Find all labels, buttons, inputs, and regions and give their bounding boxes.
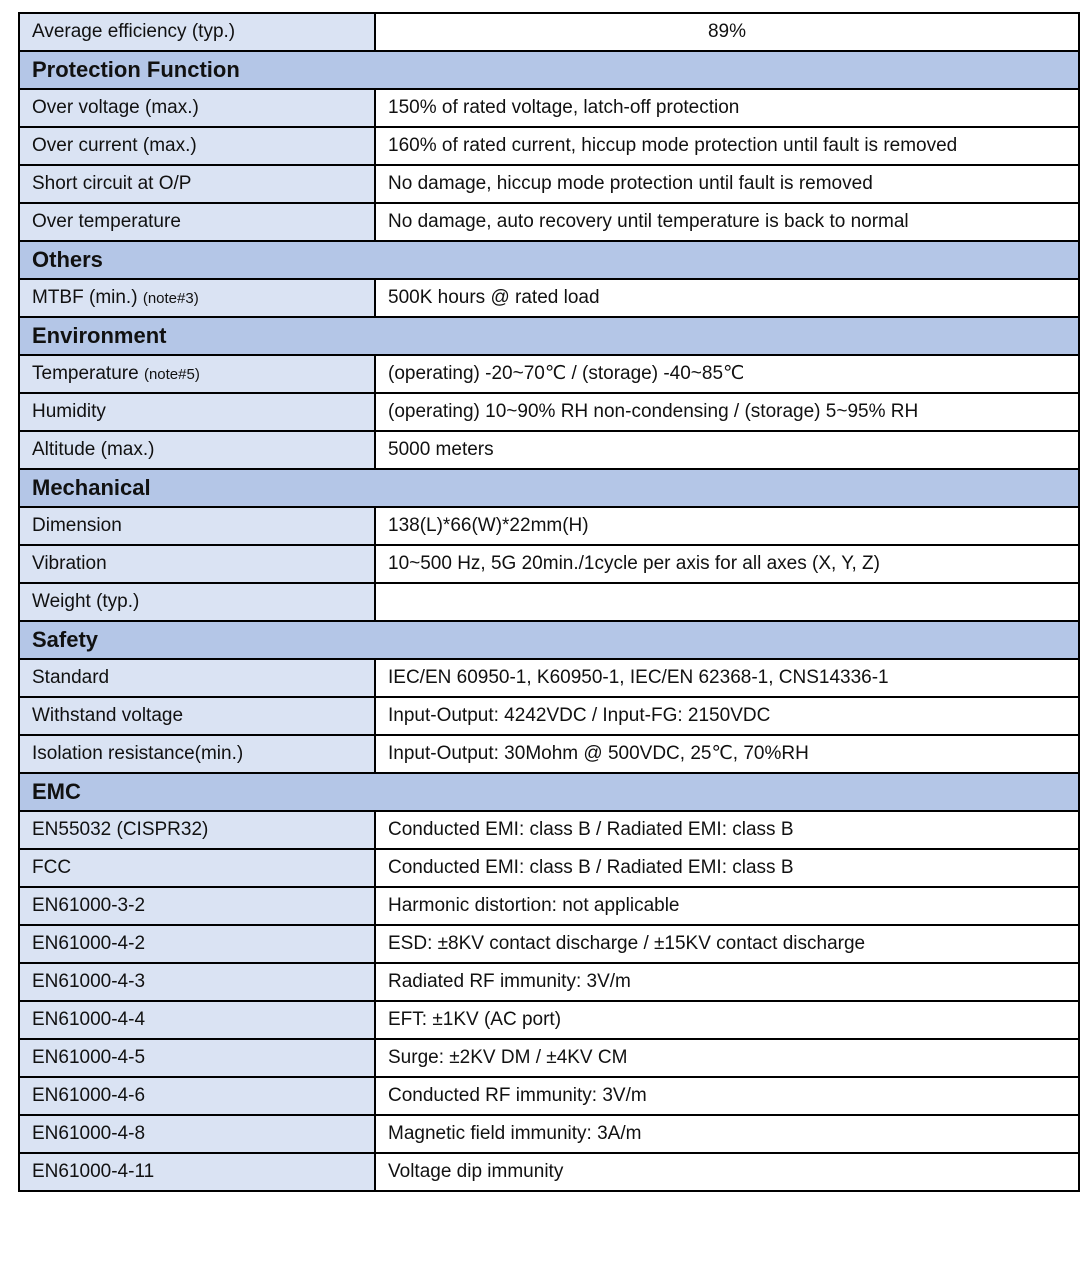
spec-label: MTBF (min.) — [32, 286, 138, 308]
spec-label: EN61000-4-6 — [32, 1085, 146, 1106]
spec-row — [19, 735, 1079, 773]
spec-row — [19, 13, 1079, 51]
spec-row — [19, 811, 1079, 849]
spec-value: No damage, hiccup mode protection until fault is removed — [375, 165, 1079, 203]
spec-row — [19, 279, 1079, 317]
spec-label-cell — [19, 697, 375, 735]
spec-label: Dimension — [32, 515, 122, 536]
spec-label: EN61000-4-8 — [32, 1123, 146, 1144]
spec-label-cell — [19, 355, 375, 393]
section-header-row — [19, 621, 1079, 659]
section-header-row — [19, 773, 1079, 811]
spec-row — [19, 963, 1079, 1001]
spec-value — [375, 583, 1079, 621]
spec-row — [19, 431, 1079, 469]
spec-value: 10~500 Hz, 5G 20min./1cycle per axis for all axes (X, Y, Z) — [375, 545, 1079, 583]
spec-label: Average efficiency (typ.) — [32, 21, 236, 42]
spec-label-cell — [19, 1115, 375, 1153]
section-header-row — [19, 317, 1079, 355]
spec-value: Voltage dip immunity — [375, 1153, 1079, 1191]
spec-table — [18, 12, 1080, 1192]
section-title: Environment — [19, 317, 1079, 355]
section-title: Mechanical — [19, 469, 1079, 507]
section-header-row — [19, 241, 1079, 279]
spec-label: Weight (typ.) — [32, 591, 140, 612]
spec-label-cell — [19, 203, 375, 241]
spec-row — [19, 203, 1079, 241]
spec-row — [19, 697, 1079, 735]
spec-table-body — [19, 13, 1079, 1191]
spec-label-cell — [19, 127, 375, 165]
spec-value: Surge: ±2KV DM / ±4KV CM — [375, 1039, 1079, 1077]
spec-value: 150% of rated voltage, latch-off protection — [375, 89, 1079, 127]
spec-label: FCC — [32, 857, 72, 878]
spec-row — [19, 89, 1079, 127]
spec-label: EN61000-4-2 — [32, 933, 146, 954]
section-header-row — [19, 51, 1079, 89]
spec-label-cell — [19, 925, 375, 963]
spec-label-cell — [19, 583, 375, 621]
spec-label-cell — [19, 887, 375, 925]
spec-label: Altitude (max.) — [32, 439, 155, 460]
spec-label-cell — [19, 545, 375, 583]
spec-label: Standard — [32, 667, 110, 688]
spec-row — [19, 583, 1079, 621]
section-title: Others — [19, 241, 1079, 279]
spec-row — [19, 127, 1079, 165]
spec-row — [19, 1077, 1079, 1115]
spec-row — [19, 1039, 1079, 1077]
spec-value: 89% — [375, 13, 1079, 51]
spec-label-cell — [19, 431, 375, 469]
spec-value: 500K hours @ rated load — [375, 279, 1079, 317]
spec-label: EN55032 (CISPR32) — [32, 819, 209, 840]
spec-row — [19, 1153, 1079, 1191]
spec-label: Temperature — [32, 362, 139, 384]
spec-value: Conducted RF immunity: 3V/m — [375, 1077, 1079, 1115]
spec-label: EN61000-4-3 — [32, 971, 146, 992]
section-header-row — [19, 469, 1079, 507]
spec-value: Input-Output: 4242VDC / Input-FG: 2150VDC — [375, 697, 1079, 735]
section-title: Safety — [19, 621, 1079, 659]
spec-label-cell — [19, 811, 375, 849]
spec-row — [19, 659, 1079, 697]
spec-label: EN61000-4-5 — [32, 1047, 146, 1068]
spec-row — [19, 165, 1079, 203]
spec-value: Conducted EMI: class B / Radiated EMI: class B — [375, 849, 1079, 887]
spec-label-cell — [19, 1153, 375, 1191]
spec-label-cell — [19, 165, 375, 203]
spec-label: Vibration — [32, 553, 107, 574]
spec-label-cell — [19, 279, 375, 317]
spec-value: Harmonic distortion: not applicable — [375, 887, 1079, 925]
spec-label-cell — [19, 13, 375, 51]
spec-value: Magnetic field immunity: 3A/m — [375, 1115, 1079, 1153]
spec-label: Humidity — [32, 401, 106, 422]
spec-label-cell — [19, 849, 375, 887]
spec-label-cell — [19, 1077, 375, 1115]
spec-value: EFT: ±1KV (AC port) — [375, 1001, 1079, 1039]
spec-value: IEC/EN 60950-1, K60950-1, IEC/EN 62368-1, CNS14336-1 — [375, 659, 1079, 697]
spec-row — [19, 355, 1079, 393]
spec-value: Conducted EMI: class B / Radiated EMI: class B — [375, 811, 1079, 849]
spec-label-cell — [19, 507, 375, 545]
spec-label: EN61000-4-4 — [32, 1009, 146, 1030]
spec-label-cell — [19, 1001, 375, 1039]
spec-row — [19, 1115, 1079, 1153]
spec-label-cell — [19, 393, 375, 431]
spec-row — [19, 849, 1079, 887]
spec-label-cell — [19, 659, 375, 697]
spec-value: (operating) -20~70℃ / (storage) -40~85℃ — [375, 355, 1079, 393]
section-title: Protection Function — [19, 51, 1079, 89]
spec-label-cell — [19, 1039, 375, 1077]
spec-row — [19, 393, 1079, 431]
spec-label: EN61000-4-11 — [32, 1161, 155, 1182]
spec-value: Radiated RF immunity: 3V/m — [375, 963, 1079, 1001]
spec-value: (operating) 10~90% RH non-condensing / (storage) 5~95% RH — [375, 393, 1079, 431]
spec-value: Input-Output: 30Mohm @ 500VDC, 25℃, 70%RH — [375, 735, 1079, 773]
spec-row — [19, 887, 1079, 925]
spec-label-cell — [19, 735, 375, 773]
spec-row — [19, 1001, 1079, 1039]
spec-row — [19, 507, 1079, 545]
spec-value: 138(L)*66(W)*22mm(H) — [375, 507, 1079, 545]
spec-value: 160% of rated current, hiccup mode protection until fault is removed — [375, 127, 1079, 165]
spec-value: No damage, auto recovery until temperature is back to normal — [375, 203, 1079, 241]
spec-label-cell — [19, 963, 375, 1001]
section-title: EMC — [19, 773, 1079, 811]
spec-note: (note#3) — [142, 289, 199, 307]
spec-label: Withstand voltage — [32, 705, 184, 726]
spec-label: Over temperature — [32, 211, 181, 232]
spec-label: Over voltage (max.) — [32, 97, 199, 118]
spec-label-cell — [19, 89, 375, 127]
spec-note: (note#5) — [143, 365, 200, 383]
spec-row — [19, 925, 1079, 963]
spec-label: Short circuit at O/P — [32, 173, 192, 194]
spec-label: EN61000-3-2 — [32, 895, 146, 916]
spec-label: Over current (max.) — [32, 135, 197, 156]
spec-value: ESD: ±8KV contact discharge / ±15KV contact discharge — [375, 925, 1079, 963]
spec-row — [19, 545, 1079, 583]
spec-value: 5000 meters — [375, 431, 1079, 469]
spec-label: Isolation resistance(min.) — [32, 743, 244, 764]
